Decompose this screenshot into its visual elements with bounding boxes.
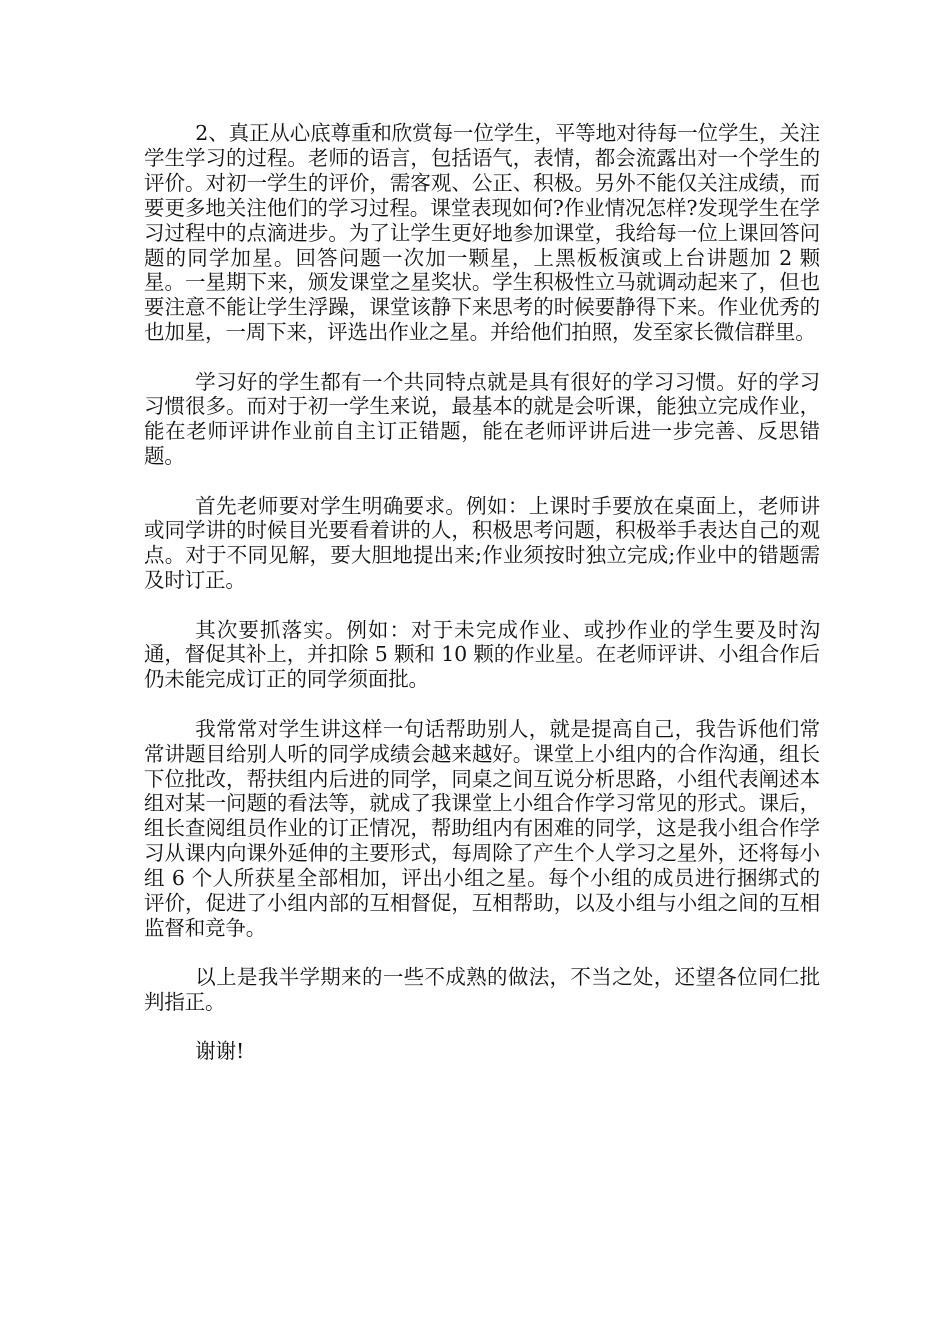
paragraph-group-cooperation: 我常常对学生讲这样一句话帮助别人，就是提高自己，我告诉他们常常讲题目给别人听的同学成绩会越来越好。课堂上小组内的合作沟通，组长下位批改，帮扶组内后进的同学，同桌之间互说分析思路，小组代表阐述本组对某一问题的看法等，就成了我课堂上小组合作学习常见的形式。课后，组长查阅组员作业的订正情况，帮助组内有困难的同学，这是我小组合作学习从课内向课外延伸的主要形式，每周除了产生个人学习之星外，还将每小组 6 个人所获星全部相加，评出小组之星。每个小组的成员进行捆绑式的评价，促进了小组内部的互相督促，互相帮助，以及小组与小组之间的互相监督和竞争。: [144, 716, 820, 940]
paragraph-study-habits: 学习好的学生都有一个共同特点就是具有很好的学习习惯。好的学习习惯很多。而对于初一学生来说，最基本的就是会听课，能独立完成作业，能在老师评讲作业前自主订正错题，能在老师评讲后进一步完善、反思错题。: [144, 369, 820, 469]
paragraph-thanks: 谢谢!: [195, 1039, 245, 1064]
paragraph-closing-remarks: 以上是我半学期来的一些不成熟的做法，不当之处，还望各位同仁批判指正。: [144, 965, 820, 1015]
paragraph-implementation: 其次要抓落实。例如：对于未完成作业、或抄作业的学生要及时沟通，督促其补上，并扣除 5 颗和 10 颗的作业星。在老师评讲、小组合作后仍未能完成订正的同学须面批。: [144, 617, 820, 692]
document-body: [144, 121, 820, 1089]
paragraph-clear-requirements: 首先老师要对学生明确要求。例如：上课时手要放在桌面上，老师讲或同学讲的时候目光要看着讲的人，积极思考问题，积极举手表达自己的观点。对于不同见解，要大胆地提出来;作业须按时独立完成;作业中的错题需及时订正。: [144, 493, 820, 593]
paragraph-star-rewards: 2、真正从心底尊重和欣赏每一位学生，平等地对待每一位学生，关注学生学习的过程。老师的语言，包括语气，表情，都会流露出对一个学生的评价。对初一学生的评价，需客观、公正、积极。另外不能仅关注成绩，而要更多地关注他们的学习过程。课堂表现如何?作业情况怎样?发现学生在学习过程中的点滴进步。为了让学生更好地参加课堂，我给每一位上课回答问题的同学加星。回答问题一次加一颗星，上黑板板演或上台讲题加 2 颗星。一星期下来，颁发课堂之星奖状。学生积极性立马就调动起来了，但也要注意不能让学生浮躁，课堂该静下来思考的时候要静得下来。作业优秀的也加星，一周下来，评选出作业之星。并给他们拍照，发至家长微信群里。: [144, 121, 820, 345]
